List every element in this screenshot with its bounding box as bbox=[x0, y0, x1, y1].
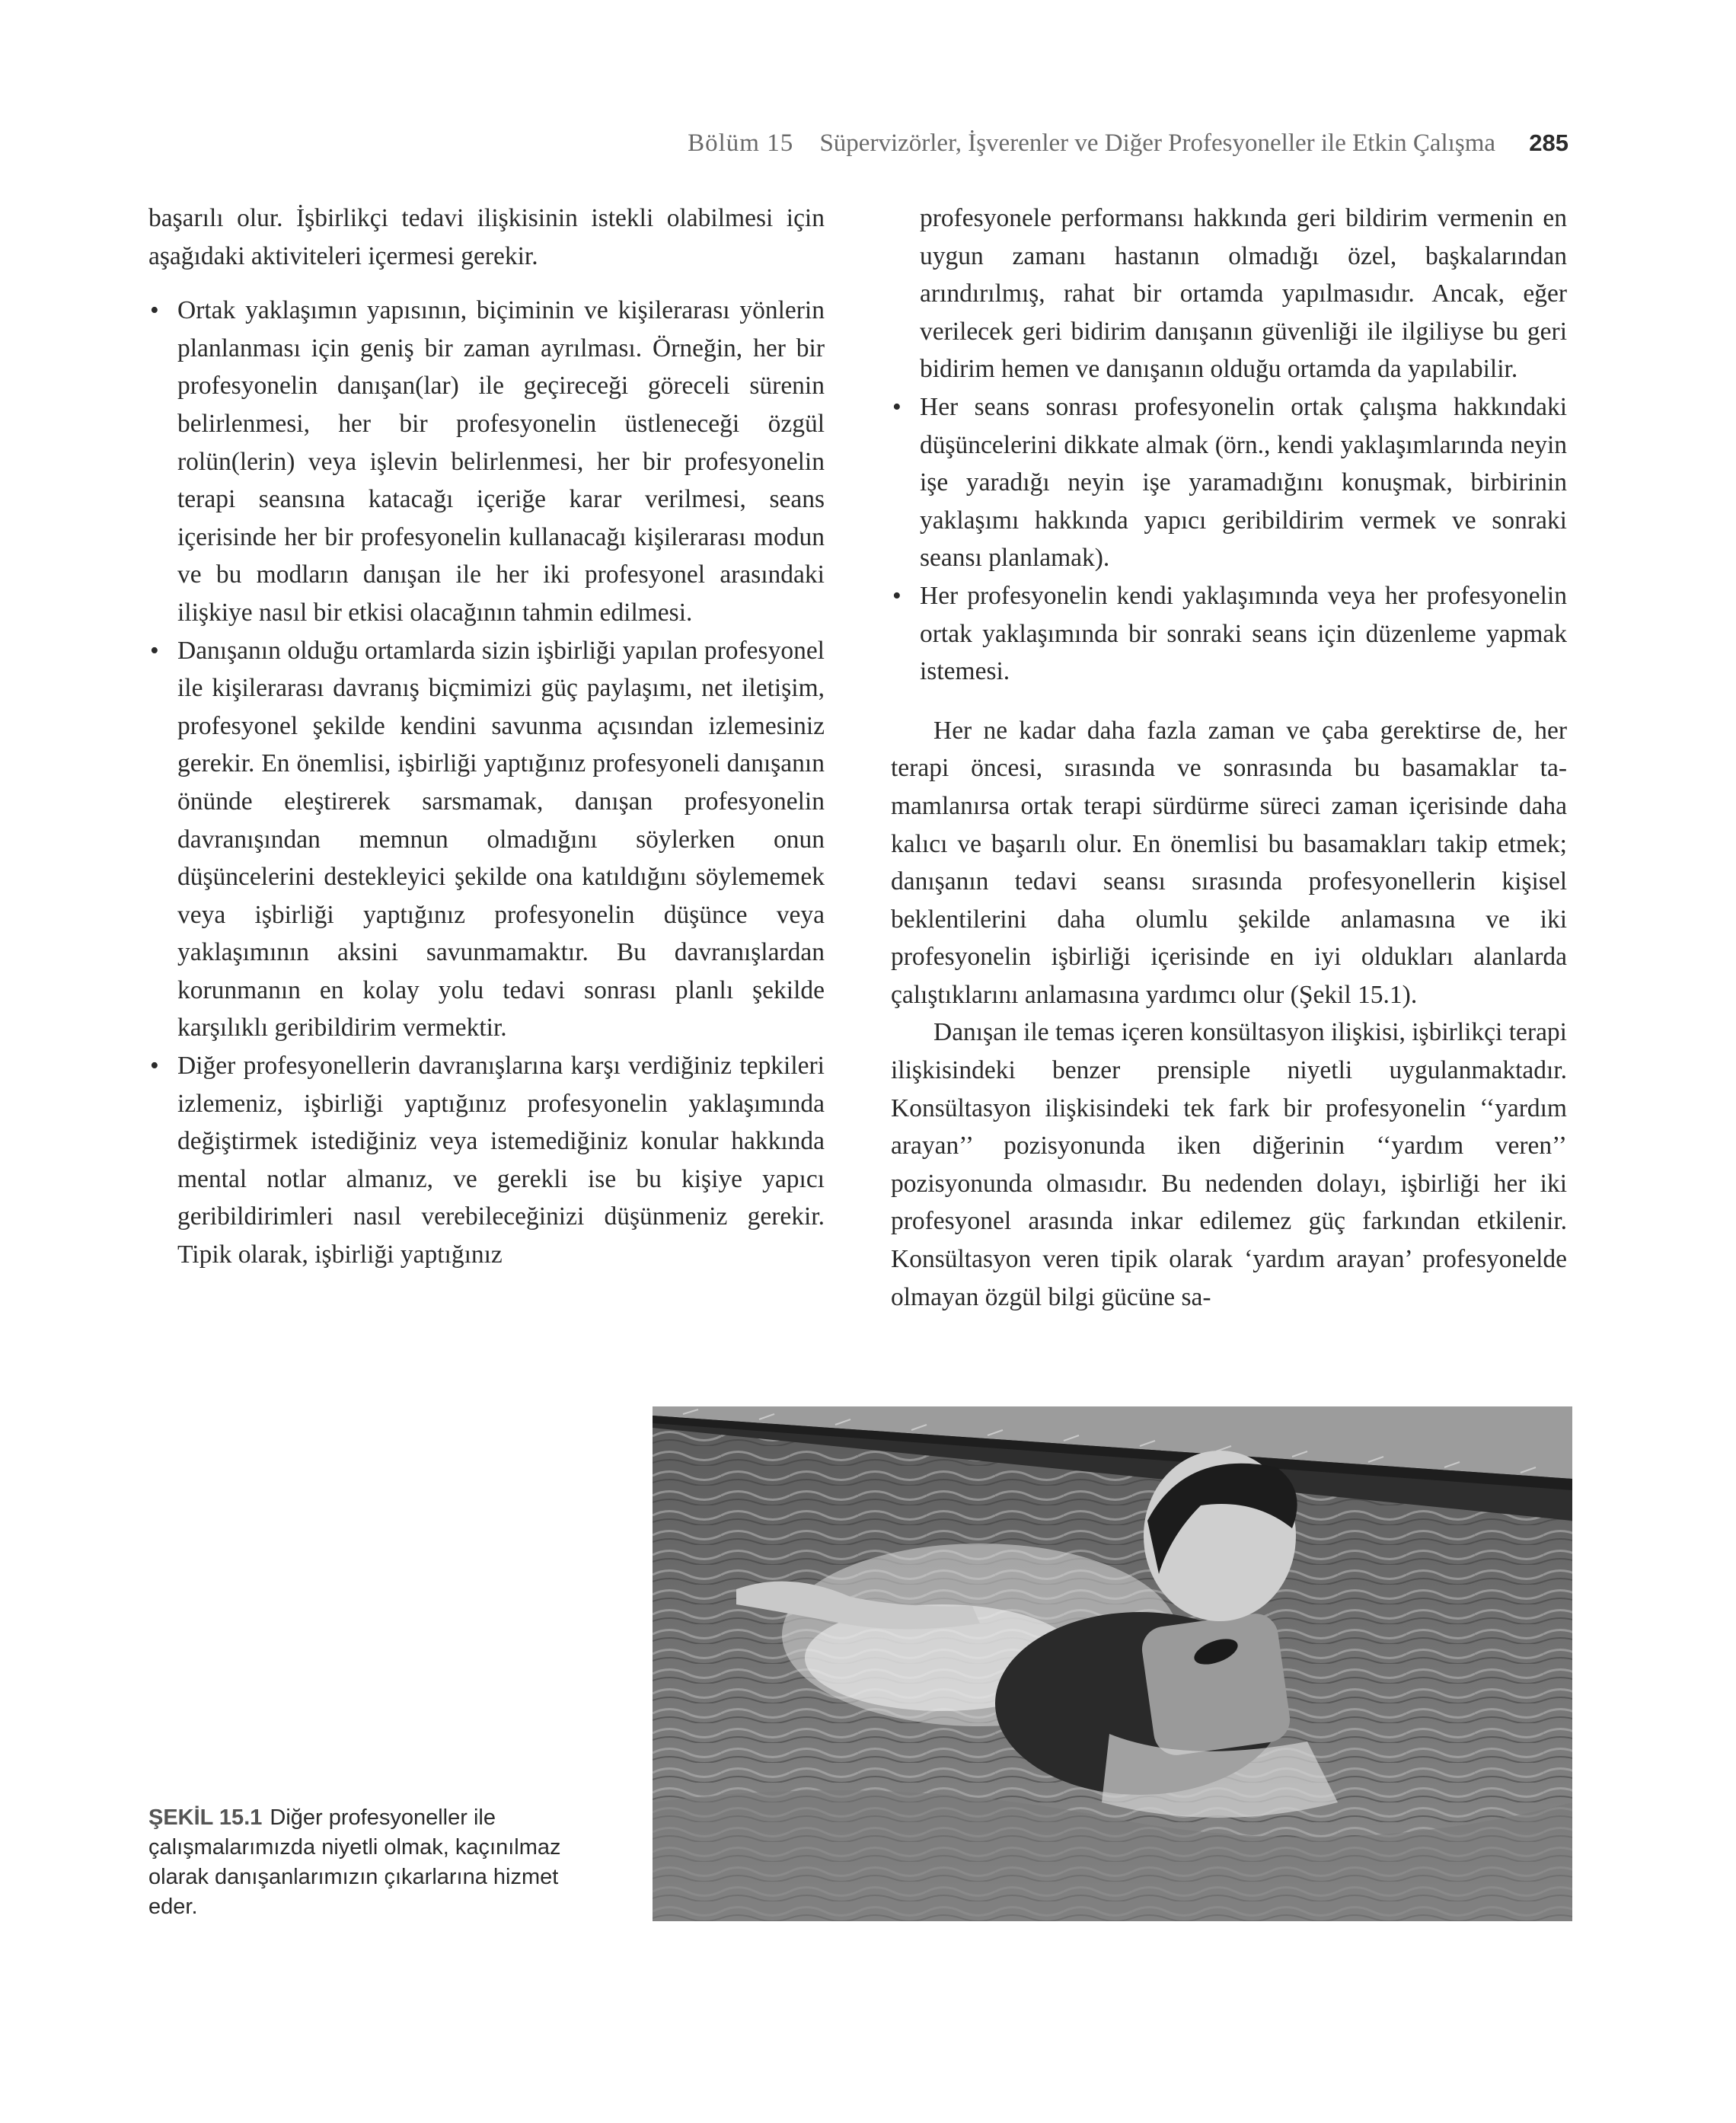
bullet-item: • Ortak yaklaşımın yapısının, biçiminin ve kişilerarası yönlerin planlanması için geniş bir zaman ayrılması. Örneğin, her bir profesyonelin danışan(lar) ile geçireceği göreceli sürenin belirlenmesi, her bir profesyonelin üstleneceği özgül rolün(lerin) veya işlevin belirlenmesi, her bir profesyonelin terapi seansına katacağı içeriğe karar verilmesi, seans içerisinde her bir profesyonelin kullanacağı kişilerarası modun ve bu modların danışan ile her iki profesyonel arasındaki ilişkiye nasıl bir etkisi olacağının tahmin edilmesi. bbox=[148, 292, 825, 631]
bullet-item: • Danışanın olduğu ortamlarda sizin işbirliği yapılan profesyonel ile kişilerarası davranış biçmimizi güç paylaşımı, net iletişim, profesyonel şekilde kendini savunma açısından izlemesiniz gerekir. En önemlisi, işbirliği yaptığınız profesyoneli danışanın önünde eleştirerek sarsmamak, danışan profesyonelin davranışından memnun olmadığını söylerken onun düşüncelerini destekleyici şekilde ona katıldığını söylememek veya işbirliği yaptığınız profesyonelin düşünce veya yaklaşımının aksini savunmamaktır. Bu davranışlardan korunmanın en kolay yolu tedavi sonrası planlı şekilde karşılıklı geribildirim vermektir. bbox=[148, 632, 825, 1048]
right-column bbox=[891, 200, 1567, 1316]
body-paragraph: Danışan ile temas içeren konsültasyon ilişkisi, işbirlikçi terapi ilişkisindeki benzer prensiple niyetli uygulanmaktadır. Konsültasyon ilişkisindeki tek fark bir profesyonelin ‘‘yardım arayan’’ pozisyonunda iken diğerinin ‘‘yardım veren’’ pozisyonunda olmasıdır. Bu nedenden dolayı, işbirliği her iki profesyonel arasında inkar edilemez güç farkından etkilenir. Konsültasyon veren tipik olarak ‘yardım arayan’ profesyonelde olmayan özgül bilgi gücüne sa- bbox=[891, 1018, 1567, 1311]
figure-caption bbox=[148, 1803, 605, 1922]
chapter-label: Bölüm 15 bbox=[688, 129, 794, 157]
bullet-item: • Her seans sonrası profesyonelin ortak çalışma hakkındaki düşüncelerini dikkate almak (örn., kendi yaklaşımlarında neyin işe yaradığı neyin işe yaramadığını konuşmak, birbirinin yaklaşımı hakkında yapıcı geribildirim vermek ve sonraki seansı planlamak). bbox=[891, 388, 1567, 577]
left-bullet-list bbox=[148, 292, 825, 1273]
photo-illustration bbox=[653, 1406, 1572, 1921]
running-head bbox=[670, 129, 1568, 158]
figure-label: ŞEKİL 15.1 bbox=[148, 1805, 263, 1830]
bullet-item: • Diğer profesyonellerin davranışlarına karşı verdiğiniz tepkileri izlemeniz, işbirliği yaptığınız profesyonelin yaklaşımında değiştirmek istediğiniz veya istemediğiniz konular hakkında mental notlar almanız, ve gerekli ise bu kişiye yapıcı geribildirimleri nasıl verebileceğinizi düşünmeniz gerekir. Tipik olarak, işbirliği yaptığınız bbox=[148, 1047, 825, 1274]
chapter-title: Süpervizörler, İşverenler ve Diğer Profesyoneller ile Etkin Çalışma bbox=[819, 129, 1496, 157]
bullet-item: • Her profesyonelin kendi yaklaşımında veya her profesyonelin ortak yaklaşımında bir sonraki seans için düzenleme yapmak istemesi. bbox=[891, 577, 1567, 691]
figure-caption-text: Diğer profesyoneller ile çalışmalarımızda niyetli olmak, kaçınılmaz olarak danışanlarımızın çıkarlarına hizmet eder. bbox=[148, 1805, 561, 1919]
page-number: 285 bbox=[1529, 129, 1568, 156]
left-column bbox=[148, 200, 825, 1274]
figure-photo-swimmer bbox=[653, 1406, 1572, 1921]
right-bullet-list bbox=[891, 388, 1567, 691]
left-lead-paragraph: başarılı olur. İşbirlikçi tedavi ilişkisinin istekli olabilmesi için aşağıdaki aktiviteleri içermesi gerekir. bbox=[148, 204, 825, 270]
right-continuation-paragraph: profesyonele performansı hakkında geri bildirim vermenin en uygun zamanı hastanın olmadığı özel, başkalarından arındırılmış, rahat bir ortamda yapılmasıdır. Ancak, eğer verilecek geri bidirim danışanın güvenliği ile ilgiliyse bu geri bidirim hemen ve danışanın olduğu ortamda da yapılabilir. bbox=[920, 204, 1567, 384]
body-paragraph: Her ne kadar daha fazla zaman ve çaba gerektirse de, her terapi öncesi, sırasında ve sonrasında bu basamaklar tamamlanırsa ortak terapi sürdürme süreci zaman içerisinde daha kalıcı ve başarılı olur. En önemlisi bu basamakları takip etmek; danışanın tedavi seansı sırasında profesyonellerin kişisel beklentilerini daha olumlu şekilde anlamasına ve iki profesyonelin işbirliği içerisinde en iyi oldukları alanlarda çalıştıklarını anlamasına yardımcı olur (Şekil 15.1). bbox=[891, 716, 1567, 1009]
